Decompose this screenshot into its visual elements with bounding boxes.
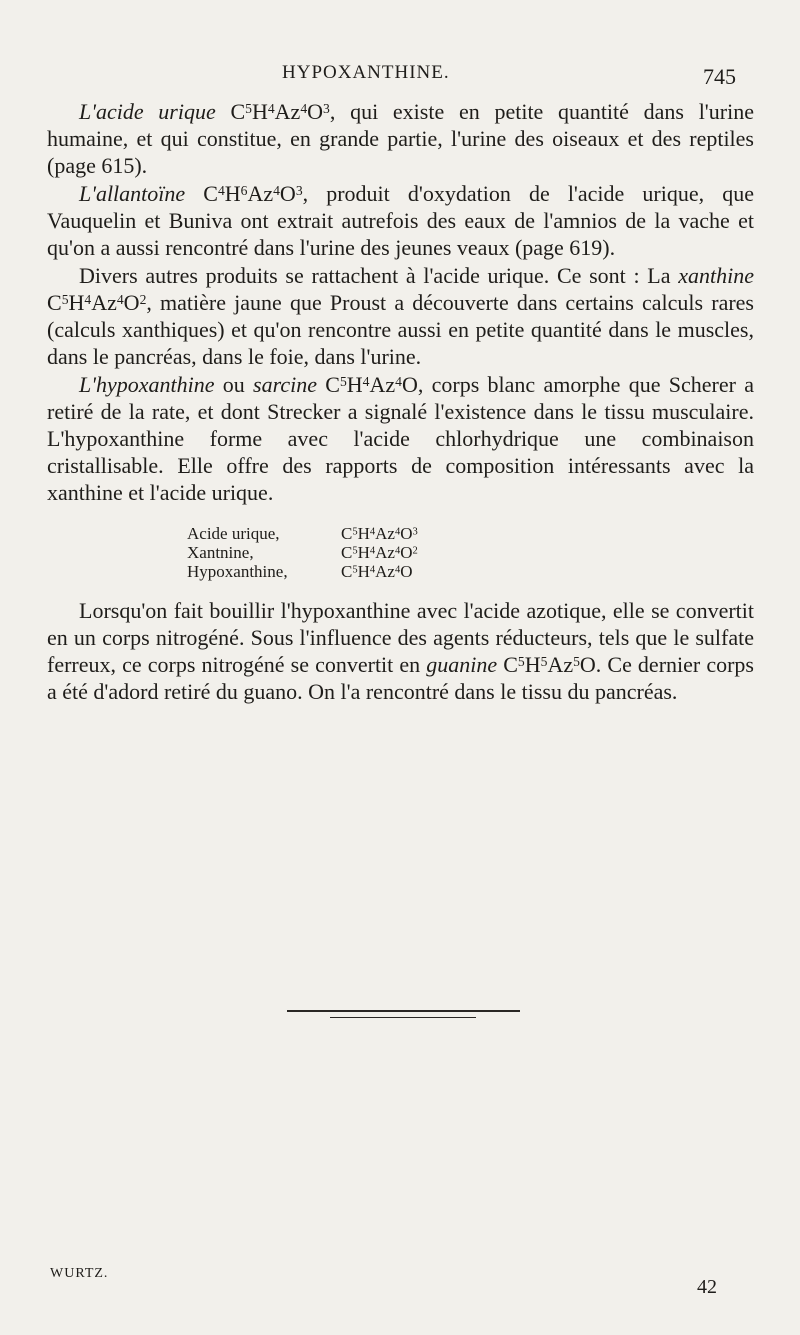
text-run: Az [247,181,274,206]
text-run: , qui existe en petite quantité dans l'urine humaine, et qui constitue, en grande partie, l'urine des oiseaux et des reptiles (page 615). [47,99,754,178]
subscript-index: 5 [352,564,358,576]
text-run: O [123,290,140,315]
text-run: O [400,543,413,562]
subscript-index: 4 [267,100,275,116]
running-title: HYPOXANTHINE. [282,62,450,83]
compound-formula [341,524,418,543]
text-run: O [400,524,413,543]
text-run: C [215,99,246,124]
subscript-index: 4 [217,182,225,198]
compound-name: Hypoxanthine, [187,562,288,581]
text-run: Lorsqu'on fait bouillir l'hypoxanthine avec l'acide azotique, elle se convertit en un corps nitrogéné. Sous l'influence des agents réducteurs, tels que le sulfate ferreux, ce corps nitrogéné se convertit en [47,598,754,677]
italic-term: L'acide urique [79,99,216,124]
paragraph-allantoine [47,180,754,261]
text-run: H [357,562,370,581]
italic-term: sarcine [253,372,317,397]
page-number: 745 [703,64,736,89]
text-run: C [497,652,518,677]
formula-table [187,524,754,581]
sheet-number: 42 [697,1276,717,1298]
italic-term: L'allantoïne [79,181,186,206]
subscript-index: 4 [369,564,376,576]
text-run: C [341,562,353,581]
text-run: O, corps blanc amorphe que Scherer a retiré de la rate, et dont Strecker a signalé l'existence dans le tissu musculaire. L'hypoxanthine forme avec l'acide chlorhydrique une combinaison cristallisable. Elle offre des rapports de composition intéressants avec la xanthine et l'acide urique. [47,372,754,505]
text-run: Az [375,543,395,562]
subscript-index: 5 [573,653,580,669]
subscript-index: 4 [362,373,370,389]
text-run: C [316,372,340,397]
subscript-index: 5 [517,653,525,669]
text-run: O [279,181,296,206]
subscript-index: 4 [395,373,402,389]
text-run: , matière jaune que Proust a découverte dans certains calculs rares (calculs xanthiques) et qu'on rencontre aussi en petite quantité dans le muscles, dans le pancréas, dans le foie, dans l'urine. [47,290,754,369]
text-run: Az [369,372,396,397]
subscript-index: 5 [352,526,358,538]
text-run: Az [375,562,395,581]
text-run: ou [214,372,254,397]
text-run: O. Ce dernier corps a été d'adord retiré du guano. On l'a rencontré dans le tissu du pancréas. [47,652,754,704]
text-run: C [341,543,353,562]
text-run: C [185,181,218,206]
subscript-index: 3 [412,526,418,538]
subscript-index: 4 [394,526,401,538]
subscript-index: 5 [339,373,347,389]
text-run: Az [375,524,395,543]
text-run: C [341,524,353,543]
formula-row [187,524,418,543]
section-rule-short [330,1017,476,1018]
subscript-index: 4 [84,291,92,307]
subscript-index: 5 [352,545,358,557]
subscript-index: 4 [300,100,308,116]
page-body [47,98,754,705]
text-run: O [400,562,413,581]
compound-name: Xantnine, [187,543,254,562]
text-run: H [346,372,363,397]
text-run: H [357,543,370,562]
text-run: C [47,290,62,315]
subscript-index: 4 [273,182,280,198]
text-run: H [524,652,541,677]
paragraph-hypoxanthine [47,371,754,506]
subscript-index: 4 [369,545,376,557]
text-run: Az [274,99,301,124]
subscript-index: 2 [412,545,418,557]
paragraph-acide-urique [47,98,754,179]
text-run: , produit d'oxydation de l'acide urique, que Vauquelin et Buniva ont extrait autrefois des eaux de l'amnios de la vache et qu'on a aussi rencontré dans l'urine des jeunes veaux (page 619). [47,181,754,260]
text-run: H [251,99,268,124]
paragraph-guanine [47,597,754,705]
italic-term: xanthine [678,263,754,288]
subscript-index: 5 [245,100,252,116]
compound-formula [341,543,418,562]
formula-row [187,562,418,581]
subscript-index: 5 [540,653,548,669]
formula-row [187,543,418,562]
italic-term: guanine [426,652,498,677]
italic-term: L'hypoxanthine [79,372,215,397]
compound-formula [341,562,418,581]
subscript-index: 4 [116,291,124,307]
text-run: O [307,99,324,124]
subscript-index: 5 [61,291,69,307]
printer-signature: WURTZ. [50,1266,109,1281]
subscript-index: 4 [394,545,401,557]
subscript-index: 4 [394,564,401,576]
subscript-index: 6 [240,182,248,198]
subscript-index: 3 [295,182,303,198]
text-run: H [68,290,85,315]
text-run: Az [547,652,574,677]
compound-name: Acide urique, [187,524,280,543]
subscript-index: 3 [323,100,330,116]
page-header [0,62,800,92]
text-run: Az [91,290,117,315]
text-run: H [357,524,370,543]
text-run: Divers autres produits se rattachent à l'acide urique. Ce sont : La [79,263,679,288]
text-run: H [224,181,241,206]
subscript-index: 2 [139,291,147,307]
subscript-index: 4 [369,526,376,538]
paragraph-xanthine [47,262,754,370]
section-rule-long [287,1010,520,1012]
